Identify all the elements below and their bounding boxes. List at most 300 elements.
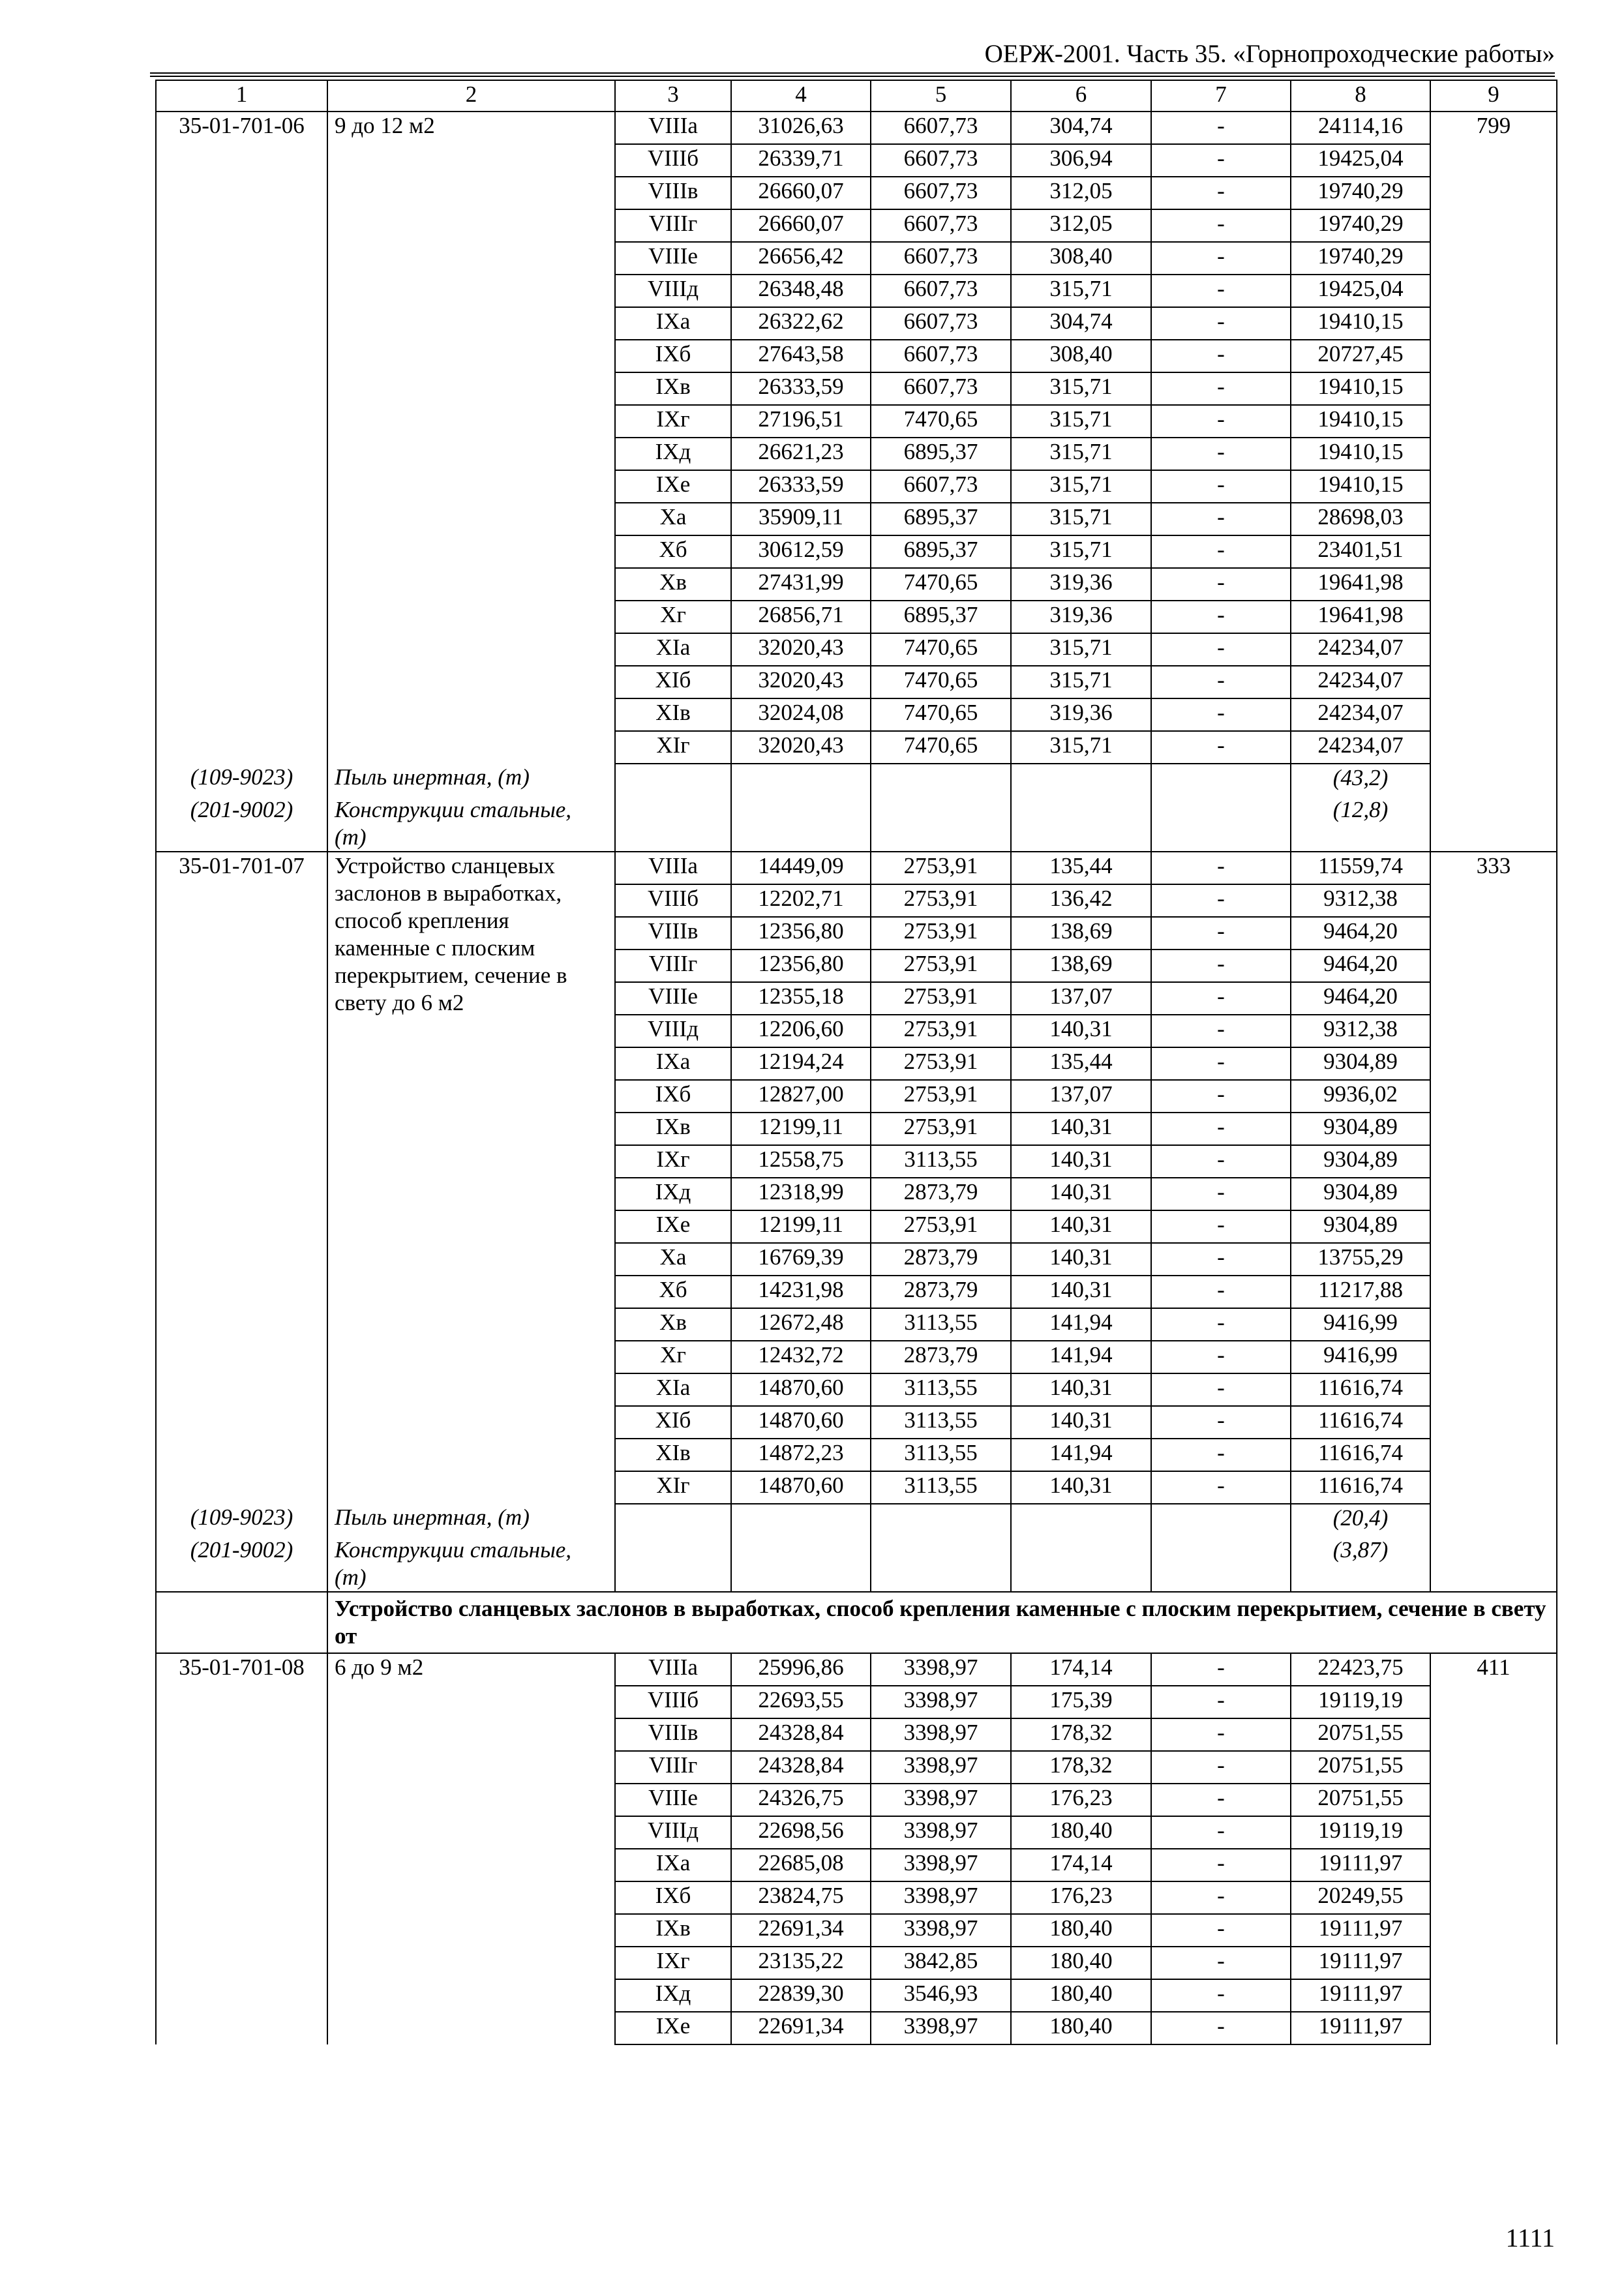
total-cost-cell: 14870,60 xyxy=(731,1406,871,1439)
driver-wages-cell: - xyxy=(1151,2012,1291,2044)
resource-name: Конструкции стальные, (т) xyxy=(327,1536,615,1592)
category-cell: VIIIе xyxy=(615,1784,731,1816)
wages-cell: 3113,55 xyxy=(871,1373,1011,1406)
empty-cell xyxy=(731,1536,871,1592)
wages-cell: 6607,73 xyxy=(871,372,1011,405)
total-cost-cell: 32020,43 xyxy=(731,666,871,698)
wages-cell: 6607,73 xyxy=(871,275,1011,307)
category-cell: VIIIд xyxy=(615,275,731,307)
total-cost-cell: 12432,72 xyxy=(731,1341,871,1373)
empty-cell xyxy=(871,764,1011,796)
machinery-cell: 140,31 xyxy=(1011,1471,1151,1504)
materials-cell: 19410,15 xyxy=(1291,470,1430,503)
driver-wages-cell: - xyxy=(1151,535,1291,568)
driver-wages-cell: - xyxy=(1151,1406,1291,1439)
empty-cell xyxy=(871,796,1011,852)
materials-cell: 9304,89 xyxy=(1291,1047,1430,1080)
machinery-cell: 174,14 xyxy=(1011,1653,1151,1686)
column-header: 6 xyxy=(1011,80,1151,112)
wages-cell: 3398,97 xyxy=(871,1751,1011,1784)
driver-wages-cell: - xyxy=(1151,275,1291,307)
total-cost-cell: 14449,09 xyxy=(731,852,871,884)
machinery-cell: 315,71 xyxy=(1011,405,1151,438)
driver-wages-cell: - xyxy=(1151,438,1291,470)
column-header: 8 xyxy=(1291,80,1430,112)
wages-cell: 2873,79 xyxy=(871,1276,1011,1308)
wages-cell: 2753,91 xyxy=(871,1015,1011,1047)
category-cell: Xв xyxy=(615,568,731,601)
total-cost-cell: 22839,30 xyxy=(731,1979,871,2012)
driver-wages-cell: - xyxy=(1151,1947,1291,1979)
machinery-cell: 178,32 xyxy=(1011,1751,1151,1784)
labor-cost-cell: 411 xyxy=(1430,1653,1557,2044)
section-heading: Устройство сланцевых заслонов в выработках, способ крепления каменные с плоским перекрытием, сечение в свету от xyxy=(327,1592,1557,1653)
category-cell: VIIIе xyxy=(615,982,731,1015)
materials-cell: 19410,15 xyxy=(1291,372,1430,405)
driver-wages-cell: - xyxy=(1151,852,1291,884)
machinery-cell: 176,23 xyxy=(1011,1881,1151,1914)
labor-cost-cell: 333 xyxy=(1430,852,1557,1592)
labor-cost-cell: 799 xyxy=(1430,112,1557,852)
category-cell: VIIIб xyxy=(615,144,731,177)
machinery-cell: 140,31 xyxy=(1011,1373,1151,1406)
driver-wages-cell: - xyxy=(1151,633,1291,666)
driver-wages-cell: - xyxy=(1151,112,1291,144)
wages-cell: 3398,97 xyxy=(871,2012,1011,2044)
wages-cell: 3398,97 xyxy=(871,1686,1011,1718)
machinery-cell: 174,14 xyxy=(1011,1849,1151,1881)
column-header: 2 xyxy=(327,80,615,112)
machinery-cell: 140,31 xyxy=(1011,1178,1151,1210)
machinery-cell: 140,31 xyxy=(1011,1243,1151,1276)
total-cost-cell: 26322,62 xyxy=(731,307,871,340)
total-cost-cell: 12672,48 xyxy=(731,1308,871,1341)
total-cost-cell: 22693,55 xyxy=(731,1686,871,1718)
driver-wages-cell: - xyxy=(1151,1341,1291,1373)
driver-wages-cell: - xyxy=(1151,1210,1291,1243)
category-cell: XIг xyxy=(615,1471,731,1504)
category-cell: IXе xyxy=(615,2012,731,2044)
total-cost-cell: 22691,34 xyxy=(731,1914,871,1947)
materials-cell: 9312,38 xyxy=(1291,1015,1430,1047)
driver-wages-cell: - xyxy=(1151,1849,1291,1881)
driver-wages-cell: - xyxy=(1151,1751,1291,1784)
total-cost-cell: 12199,11 xyxy=(731,1113,871,1145)
wages-cell: 6607,73 xyxy=(871,242,1011,275)
materials-cell: 9936,02 xyxy=(1291,1080,1430,1113)
machinery-cell: 315,71 xyxy=(1011,503,1151,535)
materials-cell: 24234,07 xyxy=(1291,698,1430,731)
driver-wages-cell: - xyxy=(1151,209,1291,242)
wages-cell: 3398,97 xyxy=(871,1718,1011,1751)
column-header: 3 xyxy=(615,80,731,112)
wages-cell: 6895,37 xyxy=(871,601,1011,633)
category-cell: VIIIг xyxy=(615,1751,731,1784)
driver-wages-cell: - xyxy=(1151,601,1291,633)
category-cell: XIб xyxy=(615,666,731,698)
resource-row xyxy=(156,764,1557,796)
total-cost-cell: 27196,51 xyxy=(731,405,871,438)
category-cell: VIIIв xyxy=(615,1718,731,1751)
total-cost-cell: 12202,71 xyxy=(731,884,871,917)
wages-cell: 3398,97 xyxy=(871,1816,1011,1849)
column-header: 1 xyxy=(156,80,327,112)
total-cost-cell: 26333,59 xyxy=(731,372,871,405)
total-cost-cell: 14870,60 xyxy=(731,1471,871,1504)
wages-cell: 6607,73 xyxy=(871,340,1011,372)
driver-wages-cell: - xyxy=(1151,1308,1291,1341)
total-cost-cell: 12206,60 xyxy=(731,1015,871,1047)
table-row xyxy=(156,852,1557,884)
machinery-cell: 135,44 xyxy=(1011,852,1151,884)
resource-code: (109-9023) xyxy=(156,1504,327,1536)
total-cost-cell: 22685,08 xyxy=(731,1849,871,1881)
materials-cell: 19641,98 xyxy=(1291,568,1430,601)
machinery-cell: 140,31 xyxy=(1011,1113,1151,1145)
machinery-cell: 180,40 xyxy=(1011,1816,1151,1849)
wages-cell: 6607,73 xyxy=(871,177,1011,209)
total-cost-cell: 32020,43 xyxy=(731,731,871,764)
materials-cell: 20751,55 xyxy=(1291,1718,1430,1751)
category-cell: VIIIв xyxy=(615,917,731,950)
wages-cell: 3113,55 xyxy=(871,1439,1011,1471)
machinery-cell: 308,40 xyxy=(1011,242,1151,275)
category-cell: VIIIб xyxy=(615,1686,731,1718)
driver-wages-cell: - xyxy=(1151,950,1291,982)
total-cost-cell: 22691,34 xyxy=(731,2012,871,2044)
total-cost-cell: 12355,18 xyxy=(731,982,871,1015)
rate-description: 9 до 12 м2 xyxy=(327,112,615,764)
empty-cell xyxy=(615,1504,731,1536)
driver-wages-cell: - xyxy=(1151,1243,1291,1276)
materials-cell: 24234,07 xyxy=(1291,666,1430,698)
total-cost-cell: 26333,59 xyxy=(731,470,871,503)
empty-cell xyxy=(731,764,871,796)
machinery-cell: 315,71 xyxy=(1011,666,1151,698)
header-rule xyxy=(150,72,1555,77)
category-cell: IXв xyxy=(615,1113,731,1145)
driver-wages-cell: - xyxy=(1151,372,1291,405)
category-cell: Xб xyxy=(615,535,731,568)
materials-cell: 20751,55 xyxy=(1291,1751,1430,1784)
materials-cell: 19119,19 xyxy=(1291,1686,1430,1718)
column-header: 5 xyxy=(871,80,1011,112)
category-cell: IXе xyxy=(615,1210,731,1243)
wages-cell: 6895,37 xyxy=(871,535,1011,568)
machinery-cell: 135,44 xyxy=(1011,1047,1151,1080)
wages-cell: 3398,97 xyxy=(871,1849,1011,1881)
driver-wages-cell: - xyxy=(1151,666,1291,698)
materials-cell: 20751,55 xyxy=(1291,1784,1430,1816)
category-cell: VIIIб xyxy=(615,884,731,917)
empty-cell xyxy=(615,796,731,852)
wages-cell: 2753,91 xyxy=(871,1210,1011,1243)
machinery-cell: 315,71 xyxy=(1011,372,1151,405)
total-cost-cell: 12194,24 xyxy=(731,1047,871,1080)
rate-code: 35-01-701-08 xyxy=(156,1653,327,2044)
category-cell: IXа xyxy=(615,1849,731,1881)
category-cell: Xа xyxy=(615,1243,731,1276)
driver-wages-cell: - xyxy=(1151,1439,1291,1471)
resource-row xyxy=(156,796,1557,852)
column-header: 4 xyxy=(731,80,871,112)
wages-cell: 3842,85 xyxy=(871,1947,1011,1979)
column-header: 7 xyxy=(1151,80,1291,112)
resource-row xyxy=(156,1536,1557,1592)
total-cost-cell: 27431,99 xyxy=(731,568,871,601)
driver-wages-cell: - xyxy=(1151,884,1291,917)
materials-cell: 24234,07 xyxy=(1291,731,1430,764)
driver-wages-cell: - xyxy=(1151,340,1291,372)
empty-cell xyxy=(1151,764,1291,796)
wages-cell: 2753,91 xyxy=(871,1113,1011,1145)
resource-quantity: (3,87) xyxy=(1291,1536,1430,1592)
driver-wages-cell: - xyxy=(1151,503,1291,535)
table-row xyxy=(156,112,1557,144)
materials-cell: 19740,29 xyxy=(1291,177,1430,209)
machinery-cell: 140,31 xyxy=(1011,1406,1151,1439)
materials-cell: 19410,15 xyxy=(1291,438,1430,470)
wages-cell: 6895,37 xyxy=(871,438,1011,470)
category-cell: VIIIа xyxy=(615,112,731,144)
empty-cell xyxy=(1151,1536,1291,1592)
resource-row xyxy=(156,1504,1557,1536)
materials-cell: 24234,07 xyxy=(1291,633,1430,666)
empty-cell xyxy=(1011,764,1151,796)
driver-wages-cell: - xyxy=(1151,1178,1291,1210)
wages-cell: 7470,65 xyxy=(871,666,1011,698)
materials-cell: 9416,99 xyxy=(1291,1308,1430,1341)
column-header-row xyxy=(156,80,1557,112)
category-cell: IXг xyxy=(615,1947,731,1979)
category-cell: VIIIд xyxy=(615,1816,731,1849)
total-cost-cell: 23135,22 xyxy=(731,1947,871,1979)
machinery-cell: 140,31 xyxy=(1011,1276,1151,1308)
category-cell: VIIIа xyxy=(615,1653,731,1686)
machinery-cell: 312,05 xyxy=(1011,177,1151,209)
total-cost-cell: 22698,56 xyxy=(731,1816,871,1849)
category-cell: VIIIг xyxy=(615,950,731,982)
category-cell: Xа xyxy=(615,503,731,535)
materials-cell: 9464,20 xyxy=(1291,917,1430,950)
driver-wages-cell: - xyxy=(1151,144,1291,177)
empty-cell xyxy=(156,1592,327,1653)
empty-cell xyxy=(1011,796,1151,852)
machinery-cell: 175,39 xyxy=(1011,1686,1151,1718)
driver-wages-cell: - xyxy=(1151,470,1291,503)
wages-cell: 2753,91 xyxy=(871,852,1011,884)
driver-wages-cell: - xyxy=(1151,1276,1291,1308)
total-cost-cell: 23824,75 xyxy=(731,1881,871,1914)
machinery-cell: 315,71 xyxy=(1011,275,1151,307)
resource-quantity: (20,4) xyxy=(1291,1504,1430,1536)
rate-description: Устройство сланцевых заслонов в выработках, способ крепления каменные с плоским перекрытием, сечение в свету до 6 м2 xyxy=(327,852,615,1504)
column-header: 9 xyxy=(1430,80,1557,112)
materials-cell: 11217,88 xyxy=(1291,1276,1430,1308)
wages-cell: 3113,55 xyxy=(871,1308,1011,1341)
driver-wages-cell: - xyxy=(1151,1718,1291,1751)
materials-cell: 9304,89 xyxy=(1291,1113,1430,1145)
wages-cell: 7470,65 xyxy=(871,405,1011,438)
machinery-cell: 315,71 xyxy=(1011,535,1151,568)
total-cost-cell: 26660,07 xyxy=(731,177,871,209)
empty-cell xyxy=(871,1504,1011,1536)
materials-cell: 9464,20 xyxy=(1291,950,1430,982)
materials-cell: 19410,15 xyxy=(1291,405,1430,438)
category-cell: IXд xyxy=(615,1979,731,2012)
machinery-cell: 312,05 xyxy=(1011,209,1151,242)
empty-cell xyxy=(1011,1536,1151,1592)
machinery-cell: 176,23 xyxy=(1011,1784,1151,1816)
materials-cell: 28698,03 xyxy=(1291,503,1430,535)
materials-cell: 11616,74 xyxy=(1291,1471,1430,1504)
category-cell: Xг xyxy=(615,601,731,633)
category-cell: XIг xyxy=(615,731,731,764)
category-cell: VIIIв xyxy=(615,177,731,209)
total-cost-cell: 26348,48 xyxy=(731,275,871,307)
category-cell: XIв xyxy=(615,1439,731,1471)
materials-cell: 20249,55 xyxy=(1291,1881,1430,1914)
driver-wages-cell: - xyxy=(1151,1080,1291,1113)
wages-cell: 2753,91 xyxy=(871,1080,1011,1113)
total-cost-cell: 12558,75 xyxy=(731,1145,871,1178)
driver-wages-cell: - xyxy=(1151,1373,1291,1406)
wages-cell: 7470,65 xyxy=(871,633,1011,666)
driver-wages-cell: - xyxy=(1151,568,1291,601)
machinery-cell: 315,71 xyxy=(1011,438,1151,470)
driver-wages-cell: - xyxy=(1151,1113,1291,1145)
total-cost-cell: 12827,00 xyxy=(731,1080,871,1113)
machinery-cell: 141,94 xyxy=(1011,1341,1151,1373)
resource-name: Конструкции стальные, (т) xyxy=(327,796,615,852)
wages-cell: 2873,79 xyxy=(871,1243,1011,1276)
machinery-cell: 180,40 xyxy=(1011,2012,1151,2044)
wages-cell: 6607,73 xyxy=(871,112,1011,144)
driver-wages-cell: - xyxy=(1151,982,1291,1015)
category-cell: IXг xyxy=(615,1145,731,1178)
category-cell: XIв xyxy=(615,698,731,731)
materials-cell: 19119,19 xyxy=(1291,1816,1430,1849)
materials-cell: 19740,29 xyxy=(1291,209,1430,242)
driver-wages-cell: - xyxy=(1151,1047,1291,1080)
driver-wages-cell: - xyxy=(1151,1979,1291,2012)
wages-cell: 3113,55 xyxy=(871,1471,1011,1504)
driver-wages-cell: - xyxy=(1151,1881,1291,1914)
total-cost-cell: 32024,08 xyxy=(731,698,871,731)
driver-wages-cell: - xyxy=(1151,177,1291,209)
materials-cell: 11616,74 xyxy=(1291,1406,1430,1439)
total-cost-cell: 26856,71 xyxy=(731,601,871,633)
wages-cell: 3113,55 xyxy=(871,1145,1011,1178)
rates-table xyxy=(155,80,1557,2045)
machinery-cell: 319,36 xyxy=(1011,568,1151,601)
materials-cell: 19111,97 xyxy=(1291,1979,1430,2012)
machinery-cell: 140,31 xyxy=(1011,1145,1151,1178)
category-cell: IXа xyxy=(615,307,731,340)
driver-wages-cell: - xyxy=(1151,1653,1291,1686)
driver-wages-cell: - xyxy=(1151,1145,1291,1178)
wages-cell: 2753,91 xyxy=(871,950,1011,982)
total-cost-cell: 14231,98 xyxy=(731,1276,871,1308)
machinery-cell: 137,07 xyxy=(1011,1080,1151,1113)
total-cost-cell: 14872,23 xyxy=(731,1439,871,1471)
resource-code: (201-9002) xyxy=(156,1536,327,1592)
category-cell: VIIIе xyxy=(615,242,731,275)
page-header: ОЕРЖ-2001. Часть 35. «Горнопроходческие работы» xyxy=(984,40,1555,68)
machinery-cell: 308,40 xyxy=(1011,340,1151,372)
materials-cell: 9464,20 xyxy=(1291,982,1430,1015)
machinery-cell: 180,40 xyxy=(1011,1979,1151,2012)
category-cell: XIа xyxy=(615,633,731,666)
materials-cell: 24114,16 xyxy=(1291,112,1430,144)
rate-description: 6 до 9 м2 xyxy=(327,1653,615,2044)
category-cell: IXб xyxy=(615,1080,731,1113)
category-cell: Xб xyxy=(615,1276,731,1308)
materials-cell: 19425,04 xyxy=(1291,144,1430,177)
materials-cell: 19111,97 xyxy=(1291,1849,1430,1881)
materials-cell: 9304,89 xyxy=(1291,1178,1430,1210)
driver-wages-cell: - xyxy=(1151,405,1291,438)
wages-cell: 6895,37 xyxy=(871,503,1011,535)
total-cost-cell: 24328,84 xyxy=(731,1718,871,1751)
driver-wages-cell: - xyxy=(1151,917,1291,950)
machinery-cell: 141,94 xyxy=(1011,1308,1151,1341)
category-cell: XIб xyxy=(615,1406,731,1439)
machinery-cell: 304,74 xyxy=(1011,112,1151,144)
resource-quantity: (43,2) xyxy=(1291,764,1430,796)
machinery-cell: 315,71 xyxy=(1011,633,1151,666)
category-cell: IXг xyxy=(615,405,731,438)
empty-cell xyxy=(1011,1504,1151,1536)
category-cell: VIIIг xyxy=(615,209,731,242)
machinery-cell: 136,42 xyxy=(1011,884,1151,917)
wages-cell: 7470,65 xyxy=(871,698,1011,731)
empty-cell xyxy=(871,1536,1011,1592)
materials-cell: 11616,74 xyxy=(1291,1439,1430,1471)
total-cost-cell: 12318,99 xyxy=(731,1178,871,1210)
wages-cell: 6607,73 xyxy=(871,470,1011,503)
wages-cell: 2753,91 xyxy=(871,884,1011,917)
resource-code: (109-9023) xyxy=(156,764,327,796)
empty-cell xyxy=(615,764,731,796)
total-cost-cell: 26621,23 xyxy=(731,438,871,470)
wages-cell: 3398,97 xyxy=(871,1914,1011,1947)
category-cell: IXв xyxy=(615,372,731,405)
wages-cell: 3546,93 xyxy=(871,1979,1011,2012)
section-heading-row xyxy=(156,1592,1557,1653)
machinery-cell: 180,40 xyxy=(1011,1914,1151,1947)
driver-wages-cell: - xyxy=(1151,1784,1291,1816)
machinery-cell: 304,74 xyxy=(1011,307,1151,340)
category-cell: IXд xyxy=(615,1178,731,1210)
machinery-cell: 141,94 xyxy=(1011,1439,1151,1471)
materials-cell: 9304,89 xyxy=(1291,1210,1430,1243)
materials-cell: 11616,74 xyxy=(1291,1373,1430,1406)
materials-cell: 19111,97 xyxy=(1291,2012,1430,2044)
wages-cell: 7470,65 xyxy=(871,731,1011,764)
materials-cell: 11559,74 xyxy=(1291,852,1430,884)
driver-wages-cell: - xyxy=(1151,242,1291,275)
wages-cell: 2873,79 xyxy=(871,1341,1011,1373)
machinery-cell: 140,31 xyxy=(1011,1015,1151,1047)
materials-cell: 20727,45 xyxy=(1291,340,1430,372)
machinery-cell: 178,32 xyxy=(1011,1718,1151,1751)
total-cost-cell: 27643,58 xyxy=(731,340,871,372)
machinery-cell: 319,36 xyxy=(1011,601,1151,633)
driver-wages-cell: - xyxy=(1151,698,1291,731)
empty-cell xyxy=(731,1504,871,1536)
wages-cell: 6607,73 xyxy=(871,144,1011,177)
